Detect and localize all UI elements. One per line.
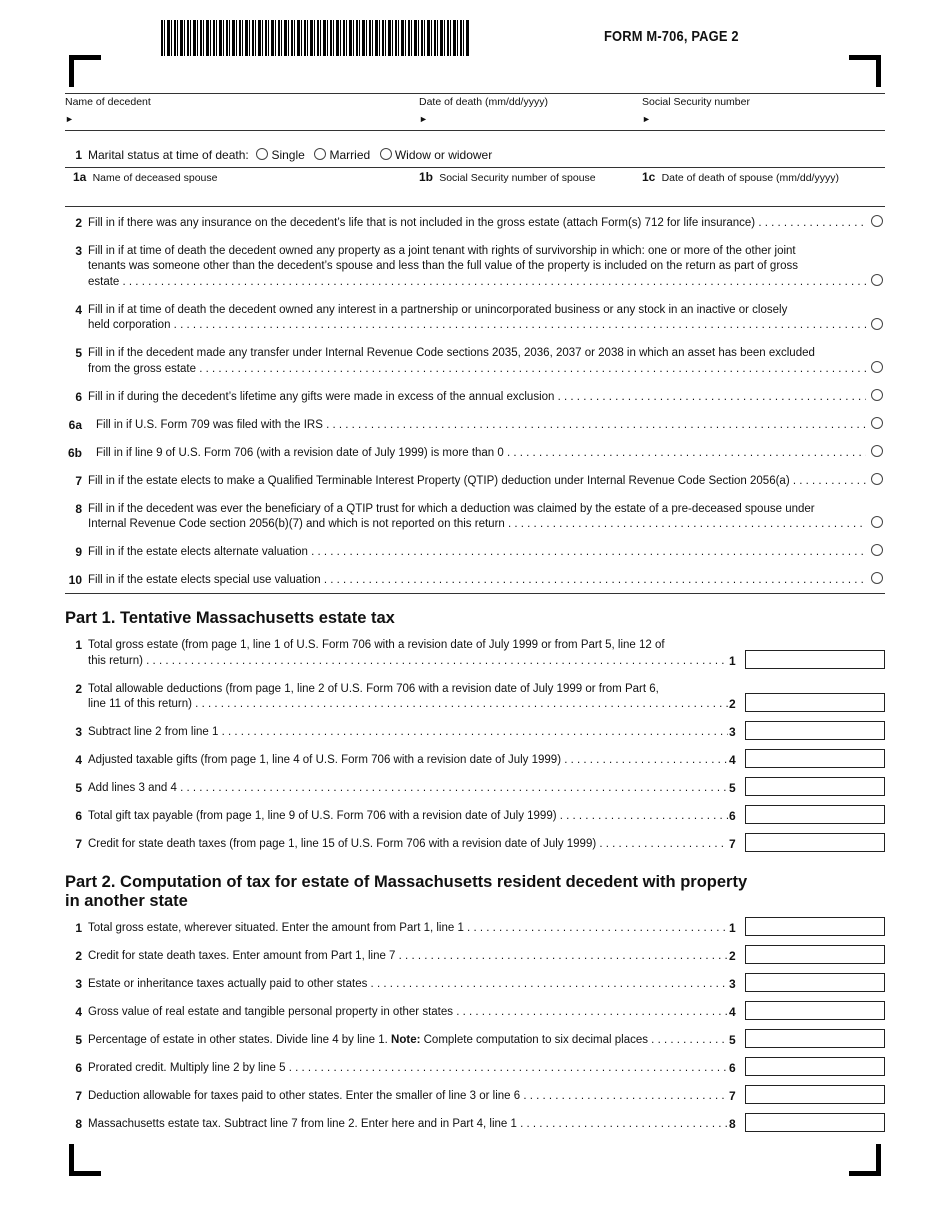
fill-in-circle-4[interactable] [871, 318, 883, 330]
marital-status-label: Marital status at time of death: [88, 148, 249, 162]
question-text: Fill in if the decedent made any transfer under Internal Revenue Code sections 2035, 2036, 2037 or 2038 in which an asset has been excluded [88, 347, 815, 359]
line-number: 10 [68, 573, 82, 587]
death-date-field[interactable] [430, 110, 630, 128]
line-number: 2 [75, 216, 82, 230]
fill-in-circle-6b[interactable] [871, 445, 883, 457]
line-number: 2 [75, 949, 82, 963]
radio-widow[interactable] [380, 148, 392, 160]
line-ref: 4 [729, 1005, 736, 1019]
part2-line8-amount[interactable] [745, 1113, 885, 1132]
spouse-ssn-label: 1b Social Security number of spouse [419, 170, 596, 184]
divider [65, 206, 885, 207]
marital-status-row [88, 148, 492, 162]
line-number: 7 [75, 837, 82, 851]
line-ref: 3 [729, 725, 736, 739]
arrow-icon: ► [65, 114, 74, 124]
line-number: 8 [75, 1117, 82, 1131]
line-text: Adjusted taxable gifts (from page 1, line 4 of U.S. Form 706 with a revision date of July 1999) . . . [88, 753, 728, 769]
divider [65, 167, 885, 168]
part2-line2-amount[interactable] [745, 945, 885, 964]
line-number: 1 [75, 148, 82, 162]
spouse-death-date-field[interactable] [653, 186, 883, 204]
divider [65, 593, 885, 594]
fill-in-circle-5[interactable] [871, 361, 883, 373]
radio-married[interactable] [314, 148, 326, 160]
fill-in-circle-7[interactable] [871, 473, 883, 485]
question-text: Fill in if the decedent was ever the beneficiary of a QTIP trust for which a deduction was claimed by the estate of a pre-deceased spouse under [88, 503, 815, 515]
part2-heading-line2: in another state [65, 892, 188, 910]
question-text: Fill in if the estate elects to make a Qualified Terminable Interest Property (QTIP) deduction under Internal Revenue Code Section 2056(a) . . . [88, 474, 866, 490]
line-ref: 1 [729, 921, 736, 935]
question-text: held corporation . . . [88, 318, 866, 334]
line-text: Add lines 3 and 4 . . . [88, 781, 728, 797]
part1-line1-amount[interactable] [745, 650, 885, 669]
line-text: Gross value of real estate and tangible personal property in other states . . . [88, 1005, 728, 1021]
option-label: Single [271, 148, 305, 162]
registration-mark-top-right [849, 55, 881, 87]
spouse-name-field[interactable] [90, 186, 410, 204]
line-number: 6 [75, 809, 82, 823]
part1-heading: Part 1. Tentative Massachusetts estate tax [65, 609, 395, 627]
line-text: Total allowable deductions (from page 1, line 2 of U.S. Form 706 with a revision date of July 1999 or from Part 6, [88, 683, 659, 695]
line-number: 7 [75, 1089, 82, 1103]
part2-line5-amount[interactable] [745, 1029, 885, 1048]
fill-in-circle-9[interactable] [871, 544, 883, 556]
line-number: 6a [68, 418, 82, 432]
radio-single[interactable] [256, 148, 268, 160]
line-number: 6 [75, 390, 82, 404]
line-number: 4 [75, 1005, 82, 1019]
line-ref: 5 [729, 1033, 736, 1047]
line-text: Deduction allowable for taxes paid to other states. Enter the smaller of line 3 or line 6 . . . [88, 1089, 728, 1105]
arrow-icon: ► [642, 114, 651, 124]
part1-line5-amount[interactable] [745, 777, 885, 796]
arrow-icon: ► [419, 114, 428, 124]
registration-mark-bottom-right [849, 1144, 881, 1176]
line-number: 1 [75, 921, 82, 935]
line-ref: 8 [729, 1117, 736, 1131]
part2-heading [65, 873, 885, 911]
fill-in-circle-3[interactable] [871, 274, 883, 286]
spouse-name-label: 1a Name of deceased spouse [73, 170, 218, 184]
registration-mark-bottom-left [69, 1144, 101, 1176]
fill-in-circle-6a[interactable] [871, 417, 883, 429]
line-text: line 11 of this return) . . . [88, 697, 728, 713]
line-text: Percentage of estate in other states. Divide line 4 by line 1. Note: Complete computation to six decimal places . . . [88, 1033, 728, 1049]
line-ref: 7 [729, 837, 736, 851]
line-ref: 2 [729, 697, 736, 711]
part2-line7-amount[interactable] [745, 1085, 885, 1104]
question-text: Fill in if the estate elects alternate valuation . . . [88, 545, 866, 561]
line-number: 3 [75, 725, 82, 739]
spouse-ssn-field[interactable] [430, 186, 630, 204]
fill-in-circle-2[interactable] [871, 215, 883, 227]
part2-line6-amount[interactable] [745, 1057, 885, 1076]
line-text: Credit for state death taxes. Enter amount from Part 1, line 7 . . . [88, 949, 728, 965]
barcode [161, 20, 469, 56]
line-number: 9 [75, 545, 82, 559]
question-text: estate . . . [88, 275, 866, 291]
line-number: 3 [75, 977, 82, 991]
line-ref: 3 [729, 977, 736, 991]
decedent-name-field[interactable] [76, 110, 406, 128]
line-number: 3 [75, 244, 82, 258]
part1-line6-amount[interactable] [745, 805, 885, 824]
question-text: from the gross estate . . . [88, 362, 866, 378]
registration-mark-top-left [69, 55, 101, 87]
line-ref: 1 [729, 654, 736, 668]
note-label: Note: [391, 1034, 421, 1046]
spouse-death-date-label: 1c Date of death of spouse (mm/dd/yyyy) [642, 170, 839, 184]
line-ref: 2 [729, 949, 736, 963]
line-number: 4 [75, 303, 82, 317]
line-number: 2 [75, 682, 82, 696]
ssn-label: Social Security number [642, 96, 750, 108]
divider [65, 93, 885, 94]
part1-line7-amount[interactable] [745, 833, 885, 852]
line-text: Subtract line 2 from line 1 . . . [88, 725, 728, 741]
ssn-field[interactable] [653, 110, 883, 128]
question-text: Fill in if there was any insurance on the decedent’s life that is not included in the gross estate (attach Form(s) 712 for life insurance) . . . [88, 216, 866, 232]
line-text: this return) . . . [88, 654, 728, 670]
line-text: Total gift tax payable (from page 1, line 9 of U.S. Form 706 with a revision date of July 1999) . . . [88, 809, 728, 825]
line-number: 5 [75, 781, 82, 795]
line-number: 4 [75, 753, 82, 767]
line-text: Prorated credit. Multiply line 2 by line 5 . . . [88, 1061, 728, 1077]
question-text: Fill in if at time of death the decedent owned any property as a joint tenant with rights of survivorship in which: one or more of the other joint [88, 245, 796, 257]
line-ref: 4 [729, 753, 736, 767]
line-number: 8 [75, 502, 82, 516]
part2-line1-amount[interactable] [745, 917, 885, 936]
part1-line2-amount[interactable] [745, 693, 885, 712]
option-label: Widow or widower [394, 148, 493, 162]
part2-line3-amount[interactable] [745, 973, 885, 992]
line-ref: 5 [729, 781, 736, 795]
line-ref: 7 [729, 1089, 736, 1103]
line-number: 1 [75, 638, 82, 652]
fill-in-circle-6[interactable] [871, 389, 883, 401]
line-text: Estate or inheritance taxes actually paid to other states . . . [88, 977, 728, 993]
question-text: Fill in if the estate elects special use valuation . . . [88, 573, 866, 589]
question-text: tenants was someone other than the decedent’s spouse and less than the full value of the property is included on the return as part of gross [88, 260, 799, 272]
part1-line3-amount[interactable] [745, 721, 885, 740]
question-text: Fill in if line 9 of U.S. Form 706 (with a revision date of July 1999) is more than 0 . . . [96, 446, 866, 462]
line-ref: 6 [729, 1061, 736, 1075]
form-title: FORM M-706, PAGE 2 [604, 28, 739, 45]
line-number: 5 [75, 346, 82, 360]
line-number: 6b [67, 446, 82, 460]
fill-in-circle-10[interactable] [871, 572, 883, 584]
part2-line4-amount[interactable] [745, 1001, 885, 1020]
line-number: 6 [75, 1061, 82, 1075]
line-text: Total gross estate (from page 1, line 1 of U.S. Form 706 with a revision date of July 1999 or from Part 5, line 12 of [88, 639, 665, 651]
part1-line4-amount[interactable] [745, 749, 885, 768]
question-text: Fill in if U.S. Form 709 was filed with the IRS . . . [96, 418, 866, 434]
question-text: Internal Revenue Code section 2056(b)(7) and which is not reported on this return . . . [88, 517, 866, 533]
decedent-name-label: Name of decedent [65, 96, 151, 108]
question-text: Fill in if at time of death the decedent owned any interest in a partnership or unincorporated business or any stock in an inactive or closely [88, 304, 788, 316]
line-number: 5 [75, 1033, 82, 1047]
question-text: Fill in if during the decedent’s lifetime any gifts were made in excess of the annual exclusion . . . [88, 390, 866, 406]
fill-in-circle-8[interactable] [871, 516, 883, 528]
option-label: Married [329, 148, 371, 162]
line-text: Total gross estate, wherever situated. Enter the amount from Part 1, line 1 . . . [88, 921, 728, 937]
line-ref: 6 [729, 809, 736, 823]
line-text: Credit for state death taxes (from page 1, line 15 of U.S. Form 706 with a revision date of July 1999) . . . [88, 837, 728, 853]
part2-heading-line1: Part 2. Computation of tax for estate of Massachusetts resident decedent with property [65, 873, 748, 891]
line-text: Massachusetts estate tax. Subtract line 7 from line 2. Enter here and in Part 4, line 1 . . . [88, 1117, 728, 1133]
divider [65, 130, 885, 131]
line-number: 7 [75, 474, 82, 488]
death-date-label: Date of death (mm/dd/yyyy) [419, 96, 548, 108]
